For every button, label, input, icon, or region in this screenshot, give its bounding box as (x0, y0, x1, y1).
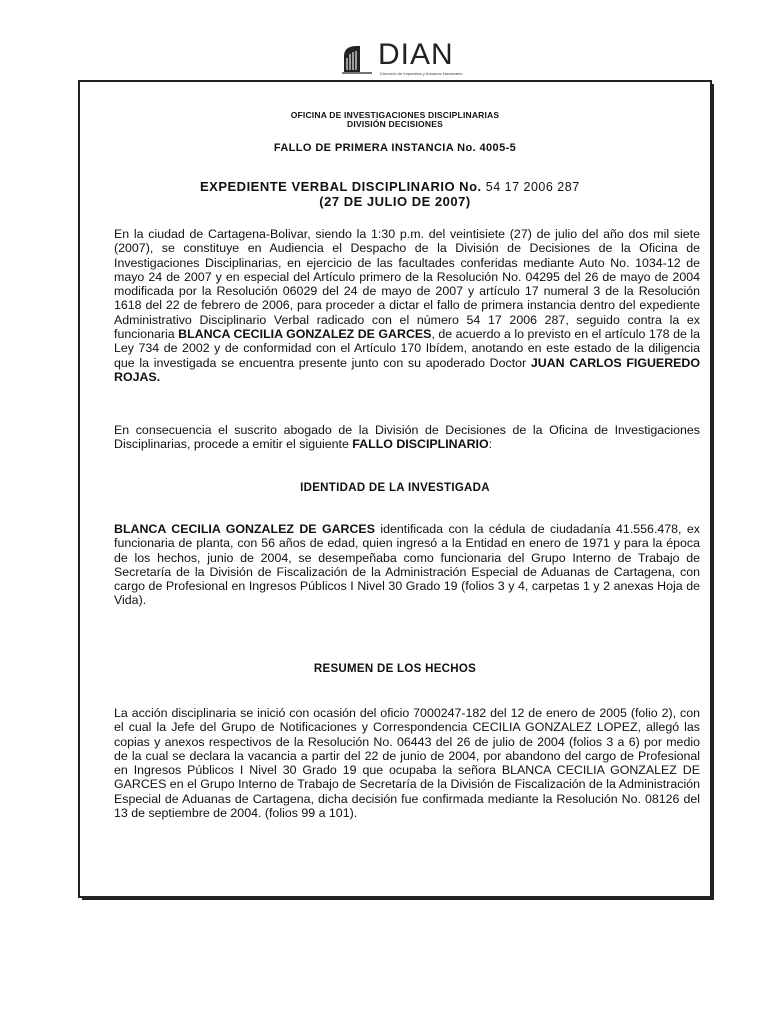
expediente-label: EXPEDIENTE VERBAL DISCIPLINARIO No. (200, 179, 482, 194)
dian-emblem-icon (340, 42, 374, 76)
expediente-title (200, 179, 580, 194)
expediente-date: (27 DE JULIO DE 2007) (319, 194, 471, 209)
section-heading-identity: IDENTIDAD DE LA INVESTIGADA (300, 482, 490, 494)
identity-paragraph: BLANCA CECILIA GONZALEZ DE GARCES identificada con la cédula de ciudadanía 41.556.478, ex funcionaria de planta, con 56 años de edad, quien ingresó a la Entidad en enero de 1971 y para la época de los hechos, junio de 2004, se desempeñaba como funcionaria del Grupo Interno de Trabajo de Secretaría de la División de Fiscalización de la Administración Especial de Aduanas de Cartagena, con cargo de Profesional en Ingresos Públicos I Nivel 30 Grado 19 (folios 3 y 4, carpetas 1 y 2 anexas Hoja de Vida). (114, 522, 700, 608)
lawyer-name: JUAN CARLOS FIGUEREDO ROJAS. (114, 355, 700, 384)
facts-paragraph: La acción disciplinaria se inició con ocasión del oficio 7000247-182 del 12 de enero de 2005 (folio 2), con el cual la Jefe del Grupo de Notificaciones y Correspondencia CECILIA GONZALEZ LOPEZ, allegó las copias y anexos respectivos de la Resolución No. 06443 del 26 de julio de 2004 (folios 3 a 6) por medio de la cual se declara la vacancia a partir del 22 de junio de 2004, por abandono del cargo de Profesional en Ingresos Públicos I Nivel 30 Grado 19 que ocupaba la señora BLANCA CECILIA GONZALEZ DE GARCES en el Grupo Interno de Trabajo de Secretaría de la División de Fiscalización de la Administración Especial de Aduanas de Cartagena, dicha decisión fue confirmada mediante la Resolución No. 08126 del 13 de septiembre de 2004. (folios 99 a 101). (114, 706, 700, 821)
expediente-number: 54 17 2006 287 (485, 180, 580, 194)
logo-wordmark: DIAN (378, 38, 454, 71)
division-name: DIVISIÓN DECISIONES (347, 119, 443, 129)
section-heading-facts: RESUMEN DE LOS HECHOS (313, 663, 477, 675)
logo-subtitle: Dirección de Impuestos y Aduanas Nacionales (380, 71, 463, 76)
consequence-paragraph: En consecuencia el suscrito abogado de la División de Decisiones de la Oficina de Investigaciones Disciplinarias, procede a emitir el siguiente FALLO DISCIPLINARIO: (114, 423, 700, 452)
document-frame (78, 80, 712, 898)
fallo-title: FALLO DE PRIMERA INSTANCIA No. 4005-5 (273, 142, 517, 154)
dian-logo (340, 40, 480, 80)
investigated-name: BLANCA CECILIA GONZALEZ DE GARCES (178, 327, 432, 342)
office-name: OFICINA DE INVESTIGACIONES DISCIPLINARIAS (290, 110, 500, 120)
intro-paragraph: En la ciudad de Cartagena-Bolivar, siendo la 1:30 p.m. del veintisiete (27) de julio del año dos mil siete (2007), se constituye en Audiencia el Despacho de la División de Decisiones de la Oficina de Investigaciones Disciplinarias, en ejercicio de las facultades conferidas mediante Auto No. 1034-12 de mayo 24 de 2007 y en especial del Artículo primero de la Resolución No. 04295 del 26 de mayo de 2004 modificada por la Resolución 06029 del 24 de mayo de 2007 y artículo 17 numeral 3 de la Resolución 1618 del 22 de febrero de 2006, para proceder a dictar el fallo de primera instancia dentro del expediente Administrativo Disciplinario Verbal radicado con el número 54 17 2006 287, seguido contra la ex funcionaria BLANCA CECILIA GONZALEZ DE GARCES, de acuerdo a lo previsto en el artículo 178 de la Ley 734 de 2002 y de conformidad con el Artículo 170 Ibídem, anotando en este estado de la diligencia que la investigada se encuentra presente junto con su apoderado Doctor JUAN CARLOS FIGUEREDO ROJAS. (114, 227, 700, 384)
